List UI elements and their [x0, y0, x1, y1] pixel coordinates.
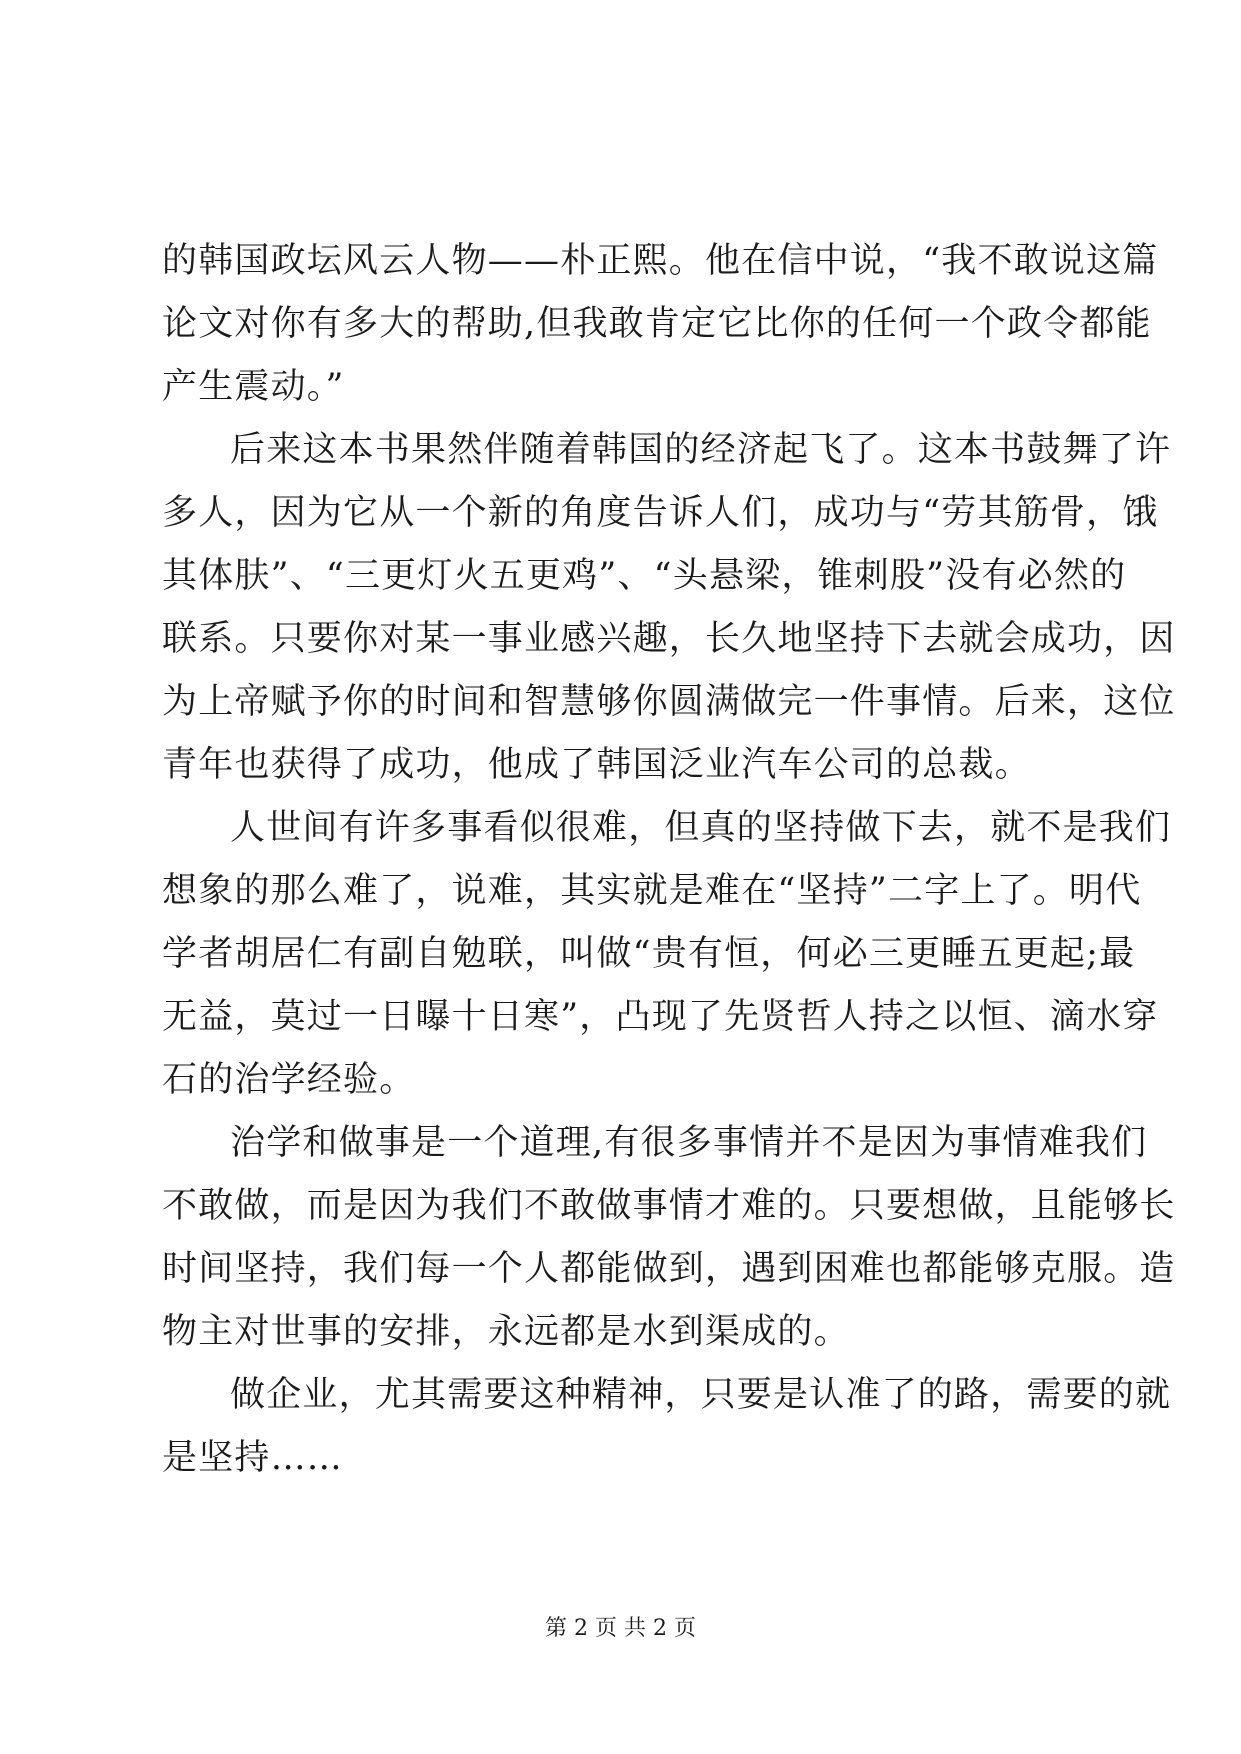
- text-line: 学者胡居仁有副自勉联，叫做“贵有恒，何必三更睡五更起;最: [162, 934, 1136, 974]
- paragraph-start-line: 人世间有许多事看似很难，但真的坚持做下去，就不是我们: [230, 808, 1172, 848]
- text-line: 的韩国政坛风云人物——朴正熙。他在信中说，“我不敢说这篇: [162, 241, 1159, 281]
- text-line: 其体肤”、“三更灯火五更鸡”、“头悬梁，锥刺股”没有必然的: [162, 556, 1127, 596]
- text-line: 是坚持……: [162, 1438, 344, 1478]
- body-text: [162, 230, 1176, 1490]
- text-line: 为上帝赋予你的时间和智慧够你圆满做完一件事情。后来，这位: [162, 682, 1176, 722]
- text-line: 论文对你有多大的帮助,但我敢肯定它比你的任何一个政令都能: [162, 304, 1152, 344]
- text-line: 物主对世事的安排，永远都是水到渠成的。: [162, 1312, 850, 1352]
- text-line: 多人，因为它从一个新的角度告诉人们，成功与“劳其筋骨，饿: [162, 493, 1159, 533]
- text-line: 石的治学经验。: [162, 1060, 416, 1100]
- text-line: 不敢做，而是因为我们不敢做事情才难的。只要想做，且能够长: [162, 1186, 1176, 1226]
- paragraph-start-line: 治学和做事是一个道理,有很多事情并不是因为事情难我们: [230, 1123, 1148, 1163]
- paragraph-start-line: 做企业，尤其需要这种精神，只要是认准了的路，需要的就: [230, 1375, 1172, 1415]
- text-line: 联系。只要你对某一事业感兴趣，长久地坚持下去就会成功，因: [162, 619, 1176, 659]
- text-line: 想象的那么难了，说难，其实就是难在“坚持”二字上了。明代: [162, 871, 1142, 911]
- page-number-footer: 第 2 页 共 2 页: [545, 1616, 696, 1641]
- text-line: 青年也获得了成功，他成了韩国泛业汽车公司的总裁。: [162, 745, 1031, 785]
- paragraph-start-line: 后来这本书果然伴随着韩国的经济起飞了。这本书鼓舞了许: [230, 430, 1172, 470]
- text-line: 产生震动。”: [162, 367, 345, 407]
- text-line: 时间坚持，我们每一个人都能做到，遇到困难也都能够克服。造: [162, 1249, 1176, 1289]
- text-line: 无益，莫过一日曝十日寒”，凸现了先贤哲人持之以恒、滴水穿: [162, 997, 1159, 1037]
